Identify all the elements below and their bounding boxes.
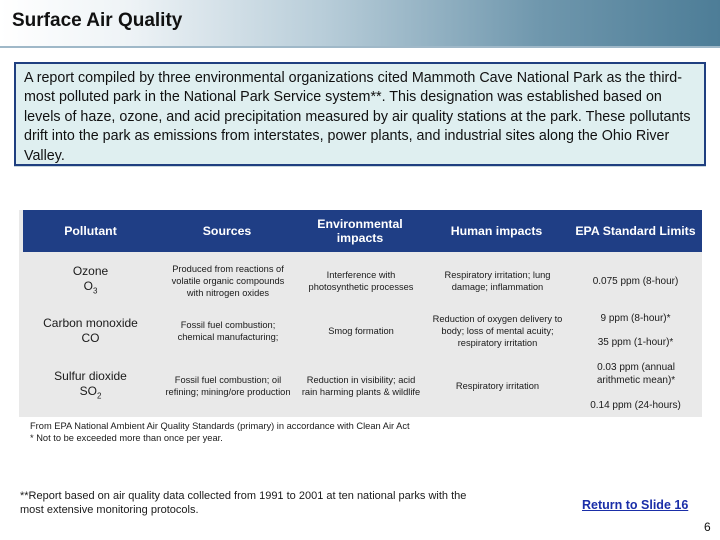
pollutant-formula: $SO_2$: [79, 383, 102, 401]
table-header: [23, 210, 702, 252]
table-row-co-limit-1h: 35 ppm (1-hour)*: [597, 336, 674, 348]
pollutant-name: Carbon monoxide: [43, 316, 138, 330]
header-pollutant: Pollutant: [64, 224, 117, 238]
intro-text: A report compiled by three environmental organizations cited Mammoth Cave National Park as the third-most polluted park in the National Park Service system**. This designation was established based on levels of haze, ozone, and acid precipitation measured by air quality stations at the park. These pollutants drift into the park as emissions from interstates, power plants, and industrial sites along the Ohio River Valley.: [24, 70, 691, 164]
table-row-so2-limit-annual: 0.03 ppm (annual arithmetic mean)*: [596, 362, 676, 386]
source-note: From EPA National Ambient Air Quality Standards (primary) in accordance with Clean Air Act: [30, 421, 410, 431]
table-row-co-limit-8h: 9 ppm (8-hour)*: [600, 312, 671, 324]
asterisk-note: * Not to be exceeded more than once per year.: [30, 433, 223, 443]
table-row-so2-human: Respiratory irritation: [455, 381, 540, 391]
page-number: 6: [704, 520, 711, 534]
table-row-ozone-environmental: Interference with photosynthetic processes: [308, 270, 414, 292]
return-to-slide-link[interactable]: Return to Slide 16: [582, 498, 689, 512]
pollutant-formula: CO: [81, 331, 100, 345]
table-row-co-environmental: Smog formation: [328, 326, 394, 336]
header-sources: Sources: [202, 224, 252, 238]
title-bar: [0, 0, 720, 48]
table-row-so2-pollutant: [23, 360, 158, 412]
table-notes: [30, 420, 410, 444]
pollutant-name: Sulfur dioxide: [54, 368, 127, 383]
header-human: Human impacts: [450, 224, 543, 238]
table-row-so2-sources: Fossil fuel combustion; oil refining; mining/ore production: [165, 375, 291, 397]
title-divider: [0, 46, 720, 48]
table-row-co-pollutant: [23, 308, 158, 354]
table-row-co-human: Reduction of oxygen delivery to body; loss of mental acuity; respiratory irritation: [432, 314, 563, 348]
table-row-ozone-sources: Produced from reactions of volatile organic compounds with nitrogen oxides: [171, 264, 285, 298]
slide-title: Surface Air Quality: [12, 10, 183, 31]
table-row-ozone-pollutant: [23, 256, 158, 306]
intro-box: [14, 62, 706, 166]
table-row-ozone-limits: 0.075 ppm (8-hour): [592, 275, 679, 287]
table-row-so2-limit-24h: 0.14 ppm (24-hours): [590, 399, 681, 411]
header-epa-limits: EPA Standard Limits: [575, 224, 696, 238]
table-row-co-sources: Fossil fuel combustion; chemical manufacturing;: [177, 320, 279, 342]
table-row-ozone-human: Respiratory irritation; lung damage; inflammation: [444, 270, 551, 292]
pollutant-formula: $O_3$: [83, 278, 98, 296]
table-row-so2-environmental: Reduction in visibility; acid rain harming plants & wildlife: [301, 375, 421, 397]
header-environmental: Environmental impacts: [317, 217, 403, 245]
pollutant-name: Ozone: [72, 263, 109, 278]
footnote: **Report based on air quality data collected from 1991 to 2001 at ten national parks with the most extensive monitoring protocols.: [20, 490, 467, 516]
